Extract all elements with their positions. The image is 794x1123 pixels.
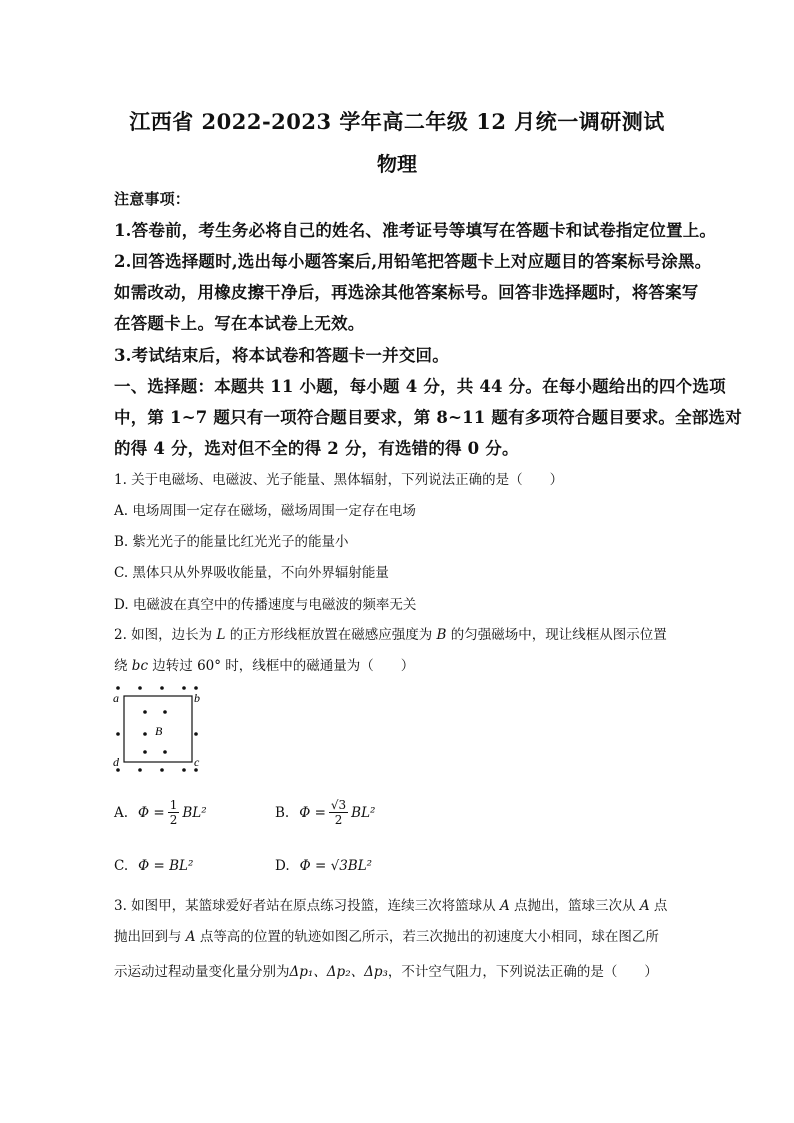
q2-option-d-label: D. bbox=[275, 858, 290, 874]
q3-stem-part: ，不计空气阻力，下列说法正确的是（ ） bbox=[387, 964, 658, 980]
q2-option-a bbox=[114, 798, 207, 827]
q2-option-b bbox=[275, 798, 375, 827]
q2-option-a-fraction bbox=[168, 798, 180, 827]
q2-option-c-expr: Φ = BL² bbox=[138, 858, 194, 874]
q3-stem-line-2 bbox=[114, 925, 659, 945]
section1-line-2: 中，第 1~7 题只有一项符合题目要求，第 8~11 题有多项符合题目要求。全部选对 bbox=[114, 408, 742, 427]
label-a: a bbox=[113, 691, 119, 705]
q3-momentum-changes: Δp₁、Δp₂、Δp₃ bbox=[289, 964, 388, 980]
q3-stem-part: 示运动过程动量变化量分别为 bbox=[114, 964, 290, 980]
label-c: c bbox=[194, 755, 200, 769]
q2-stem-line-2 bbox=[114, 654, 414, 674]
section1-line-3: 的得 4 分，选对但不全的得 2 分，有选错的得 0 分。 bbox=[114, 439, 519, 458]
q3-stem-line-1 bbox=[114, 894, 667, 914]
label-d: d bbox=[113, 755, 119, 769]
q3-var-a: A bbox=[185, 929, 196, 945]
q3-stem-part: 点抛出，篮球三次从 bbox=[509, 898, 640, 914]
q2-option-d bbox=[275, 858, 372, 874]
notice-item-3: 3.考试结束后，将本试卷和答题卡一并交回。 bbox=[114, 346, 449, 365]
fraction-denominator: 2 bbox=[334, 813, 343, 827]
q2-var-bc: bc bbox=[131, 658, 148, 674]
q2-option-b-rhs: BL² bbox=[351, 804, 376, 821]
q2-stem-part: 的匀强磁场中，现让线框从图示位置 bbox=[446, 627, 667, 643]
q3-stem-line-3 bbox=[114, 960, 658, 980]
q1-option-d: D. 电磁波在真空中的传播速度与电磁波的频率无关 bbox=[114, 597, 417, 613]
q2-option-b-label: B. bbox=[275, 804, 290, 821]
magnetic-field-square-loop-diagram bbox=[108, 682, 208, 782]
notice-item-2-line-2: 如需改动，用橡皮擦干净后，再选涂其他答案标号。回答非选择题时，将答案写 bbox=[114, 283, 699, 302]
q2-var-l: L bbox=[216, 627, 226, 643]
subject-title: 物理 bbox=[377, 152, 417, 176]
fraction-numerator: √3 bbox=[330, 798, 347, 812]
q1-option-c: C. 黑体只从外界吸收能量，不向外界辐射能量 bbox=[114, 565, 389, 581]
exam-title: 江西省 2022-2023 学年高二年级 12 月统一调研测试 bbox=[129, 109, 665, 134]
fraction-denominator: 2 bbox=[169, 813, 178, 827]
q2-option-b-lhs: Φ = bbox=[299, 804, 326, 821]
q2-stem-part: 2. 如图，边长为 bbox=[114, 627, 217, 643]
q2-stem-part: 的正方形线框放置在磁感应强度为 bbox=[225, 627, 437, 643]
notice-item-1: 1.答卷前，考生务必将自己的姓名、准考证号等填写在答题卡和试卷指定位置上。 bbox=[114, 221, 717, 240]
q2-option-b-fraction bbox=[329, 798, 348, 827]
q2-option-a-lhs: Φ = bbox=[138, 804, 165, 821]
q3-stem-part: 3. 如图甲，某篮球爱好者站在原点练习投篮，连续三次将篮球从 bbox=[114, 898, 500, 914]
q2-var-b: B bbox=[436, 627, 447, 643]
q2-stem-part: 绕 bbox=[114, 658, 132, 674]
q2-stem-part: 边转过 60° 时，线框中的磁通量为（ ） bbox=[148, 658, 415, 674]
q2-option-d-expr: Φ = √3BL² bbox=[299, 858, 373, 874]
q2-option-c bbox=[114, 858, 193, 874]
q1-option-b: B. 紫光光子的能量比红光光子的能量小 bbox=[114, 534, 349, 550]
q3-var-a: A bbox=[639, 898, 650, 914]
q2-option-c-label: C. bbox=[114, 858, 129, 874]
fraction-numerator: 1 bbox=[169, 798, 178, 812]
q1-option-a: A. 电场周围一定存在磁场，磁场周围一定存在电场 bbox=[114, 503, 416, 519]
label-field-b: B bbox=[155, 724, 163, 738]
q2-option-a-rhs: BL² bbox=[182, 804, 207, 821]
label-b: b bbox=[194, 691, 200, 705]
q3-stem-part: 点 bbox=[649, 898, 668, 914]
q1-stem: 1. 关于电磁场、电磁波、光子能量、黑体辐射，下列说法正确的是（ ） bbox=[114, 472, 564, 488]
q3-var-a: A bbox=[499, 898, 510, 914]
q3-stem-part: 点等高的位置的轨迹如图乙所示，若三次抛出的初速度大小相同，球在图乙所 bbox=[195, 929, 659, 945]
q3-stem-part: 抛出回到与 bbox=[114, 929, 186, 945]
q2-stem bbox=[114, 623, 667, 643]
notice-item-2-line-1: 2.回答选择题时,选出每小题答案后,用铅笔把答题卡上对应题目的答案标号涂黑。 bbox=[114, 252, 712, 271]
q2-option-a-label: A. bbox=[114, 804, 129, 821]
notice-heading: 注意事项： bbox=[114, 190, 191, 208]
section1-line-1: 一、选择题：本题共 11 小题，每小题 4 分，共 44 分。在每小题给出的四个选项 bbox=[114, 377, 726, 396]
notice-item-2-line-3: 在答题卡上。写在本试卷上无效。 bbox=[114, 314, 365, 333]
